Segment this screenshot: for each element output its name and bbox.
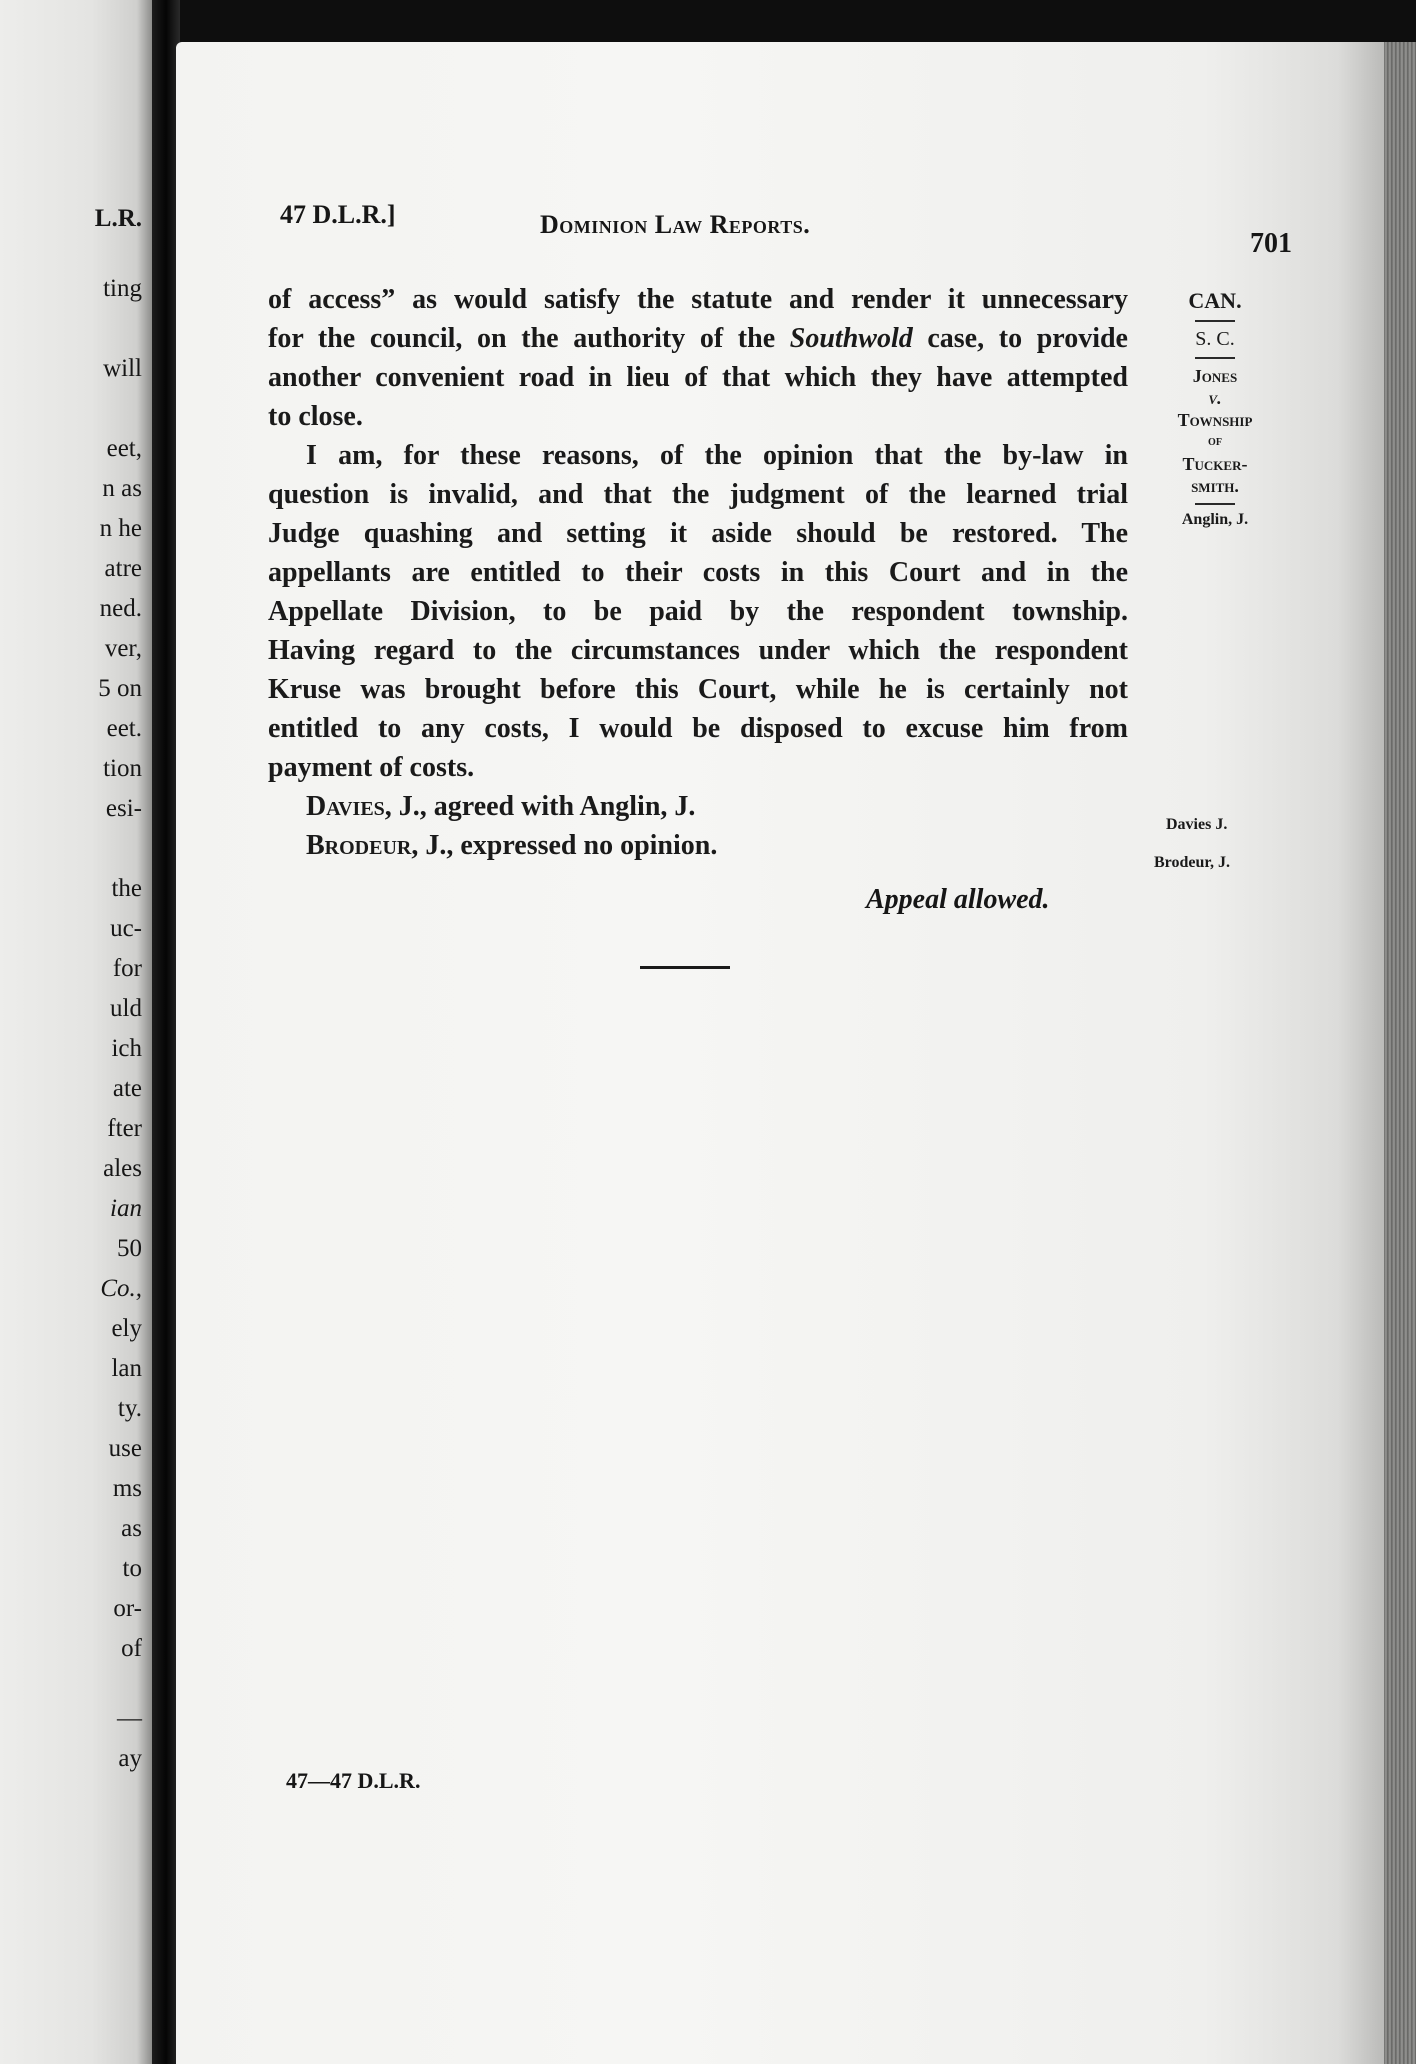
body-line: question is invalid, and that the judgment of the learned trial — [268, 479, 1128, 510]
body-line: of access” as would satisfy the statute and render it unnecessary — [268, 284, 1128, 315]
side-judge: Brodeur, J. — [1154, 854, 1231, 871]
facing-page-fragment: ich — [111, 1035, 142, 1062]
facing-page-fragment: tion — [103, 755, 142, 782]
side-notes — [1150, 288, 1280, 529]
facing-page-fragment: Co., — [100, 1275, 142, 1302]
side-case-line: Township — [1177, 410, 1253, 430]
facing-page-fragment: ty. — [117, 1395, 142, 1422]
body-text — [268, 280, 1128, 865]
facing-page-fragment: esi- — [105, 795, 142, 822]
facing-page-fragment: for — [112, 955, 142, 982]
side-rule — [1195, 357, 1235, 359]
body-line: entitled to any costs, I would be disposed to excuse him from — [268, 713, 1128, 744]
page-number: 701 — [1250, 228, 1292, 259]
body-line: Davies, J., agreed with Anglin, J. — [306, 791, 696, 822]
facing-page-fragment: eet, — [106, 435, 142, 462]
facing-page-fragment: ian — [110, 1195, 142, 1222]
running-head-title: Dominion Law Reports. — [540, 210, 811, 239]
facing-page-fragment: the — [111, 875, 142, 902]
side-case-line: Tucker- — [1182, 454, 1248, 474]
facing-page-fragment: L.R. — [94, 205, 142, 232]
facing-page-fragment: or- — [113, 1595, 142, 1622]
facing-page-fragment: atre — [104, 555, 142, 582]
disposition: Appeal allowed. — [866, 884, 1050, 915]
body-line: payment of costs. — [268, 752, 475, 783]
side-rule — [1195, 320, 1235, 322]
facing-page-fragment: ay — [118, 1745, 142, 1772]
facing-page-fragment: ate — [112, 1075, 142, 1102]
judge-name: Davies — [306, 791, 385, 822]
side-jurisdiction: CAN. — [1188, 288, 1242, 313]
body-line: Judge quashing and setting it aside should be restored. The — [268, 518, 1128, 549]
body-line: Kruse was brought before this Court, while he is certainly not — [268, 674, 1128, 705]
facing-page-fragment: use — [108, 1435, 142, 1462]
facing-page-fragment: ver, — [104, 635, 142, 662]
side-case-line: of — [1208, 434, 1222, 449]
body-line: appellants are entitled to their costs in this Court and in the — [268, 557, 1128, 588]
facing-page-fragment: fter — [107, 1115, 142, 1142]
side-case-line: Jones — [1192, 366, 1238, 386]
facing-page-fragment: ting — [103, 275, 142, 302]
facing-page-fragment: to — [122, 1555, 142, 1582]
side-case-line: v. — [1208, 388, 1222, 408]
facing-page-fragment: ned. — [99, 595, 142, 622]
page-edge — [1384, 42, 1416, 2064]
facing-page-fragment: uld — [110, 995, 142, 1022]
facing-page-fragment: 5 on — [98, 675, 142, 702]
facing-page-fragment: ales — [103, 1155, 142, 1182]
body-line: Having regard to the circumstances under which the respondent — [268, 635, 1128, 666]
signature-mark: 47—47 D.L.R. — [286, 1768, 421, 1793]
body-line: for the council, on the authority of the Southwold case, to provide — [268, 323, 1128, 354]
facing-page-fragment: ely — [111, 1315, 142, 1342]
facing-page-fragment: will — [103, 355, 142, 382]
side-case-line: smith. — [1191, 476, 1239, 496]
facing-page — [0, 0, 152, 2064]
facing-page-fragment: n as — [102, 475, 142, 502]
facing-page-fragment: 50 — [117, 1235, 142, 1262]
end-rule — [640, 966, 730, 969]
facing-page-fragment: of — [121, 1635, 142, 1662]
side-rule — [1195, 503, 1235, 505]
side-judge: Davies J. — [1166, 816, 1228, 833]
judge-name: Brodeur — [306, 830, 412, 861]
body-line: I am, for these reasons, of the opinion that the by-law in — [306, 440, 1128, 471]
facing-page-fragment: lan — [111, 1355, 142, 1382]
running-head-volume: 47 D.L.R.] — [280, 200, 396, 229]
facing-page-fragment: as — [121, 1515, 142, 1542]
facing-page-fragment: n he — [99, 515, 142, 542]
body-line: Brodeur, J., expressed no opinion. — [306, 830, 718, 861]
body-line: to close. — [268, 401, 363, 432]
side-court: S. C. — [1195, 328, 1235, 350]
facing-page-fragment: eet. — [106, 715, 142, 742]
facing-page-fragment: uc- — [110, 915, 142, 942]
case-name: Southwold — [789, 323, 913, 354]
body-line: Appellate Division, to be paid by the respondent township. — [268, 596, 1128, 627]
facing-page-fragment: ms — [112, 1475, 142, 1502]
body-line: another convenient road in lieu of that which they have attempted — [268, 362, 1128, 393]
facing-page-fragment: — — [117, 1705, 142, 1732]
side-judge: Anglin, J. — [1181, 511, 1249, 528]
